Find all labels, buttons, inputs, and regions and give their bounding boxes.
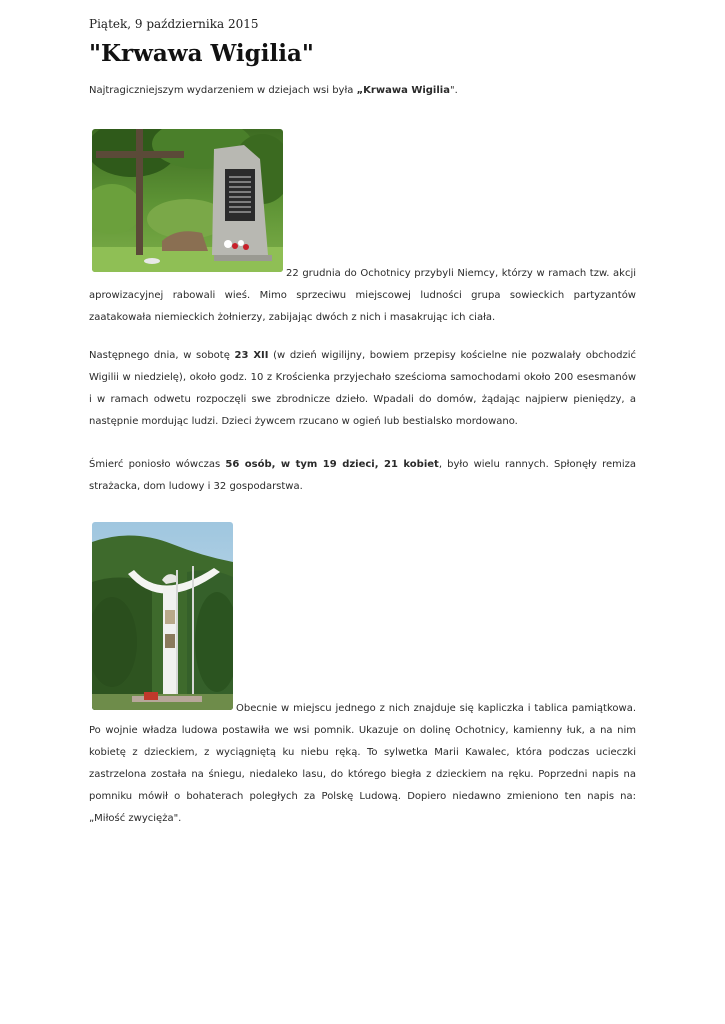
paragraph-1-text: 22 grudnia do Ochotnicy przybyli Niemcy, którzy w ramach tzw. akcji aprowizacyjnej rabowali wieś. Mimo sprzeciwu miejscowej ludności grupa sowieckich partyzantów zaatakowała niemieckich żołnierzy, zabijając dwóch z nich i masakrując ich ciała. [89,268,636,323]
monument-photo [92,522,233,710]
paragraph-3-end: , było wielu rannych. Spłonęły remiza strażacka, dom ludowy i 32 gospodarstwa. [89,459,637,492]
paragraph-4 [89,522,636,830]
paragraph-3-bold: 56 osób, w tym 19 dzieci, 21 kobiet [225,459,439,470]
intro-end-text: ". [449,85,458,96]
paragraph-2-text: Następnego dnia, w sobotę [89,350,235,361]
paragraph-2-end: (w dzień wigilijny, bowiem przepisy kościelne nie pozwalały obchodzić Wigilii w niedzielę), około godz. 10 z Krościenka przyjechało sześcioma samochodami około 200 esesmanów i w ramach odwetu rozpoczęli swe zbrodnicze dzieło. Wpadali do domów, żądając najpierw pieniędzy, a następnie mordując ludzi. Dzieci żywcem rzucano w ogień lub bestialsko mordowano. [89,350,637,427]
paragraph-2 [89,345,636,433]
intro-paragraph [89,85,458,96]
memorial-cross-photo [92,129,283,272]
paragraph-3 [89,454,636,498]
paragraph-2-bold: 23 XII [234,350,269,361]
paragraph-1 [89,129,636,329]
paragraph-4-text: Obecnie w miejscu jednego z nich znajduje się kapliczka i tablica pamiątkowa. Po wojnie władza ludowa postawiła we wsi pomnik. Ukazuje on dolinę Ochotnicy, kamienny łuk, a na nim kobietę z dzieckiem, z wyciągniętą ku niebu ręką. To sylwetka Marii Kawalec, która podczas ucieczki zastrzelona została na śniegu, niedaleko lasu, do którego biegła z dzieckiem na ręku. Poprzedni napis na pomniku mówił o bohaterach poległych za Polskę Ludową. Dopiero niedawno zmieniono ten napis na: „Miłość zwycięża". [89,703,636,824]
paragraph-3-text: Śmierć poniosło wówczas [89,459,226,470]
intro-text: Najtragiczniejszym wydarzeniem w dziejach wsi była [89,85,357,96]
post-title: "Krwawa Wigilia" [89,40,314,67]
intro-bold-text: „Krwawa Wigilia [356,85,450,96]
post-date: Piątek, 9 października 2015 [89,17,259,31]
